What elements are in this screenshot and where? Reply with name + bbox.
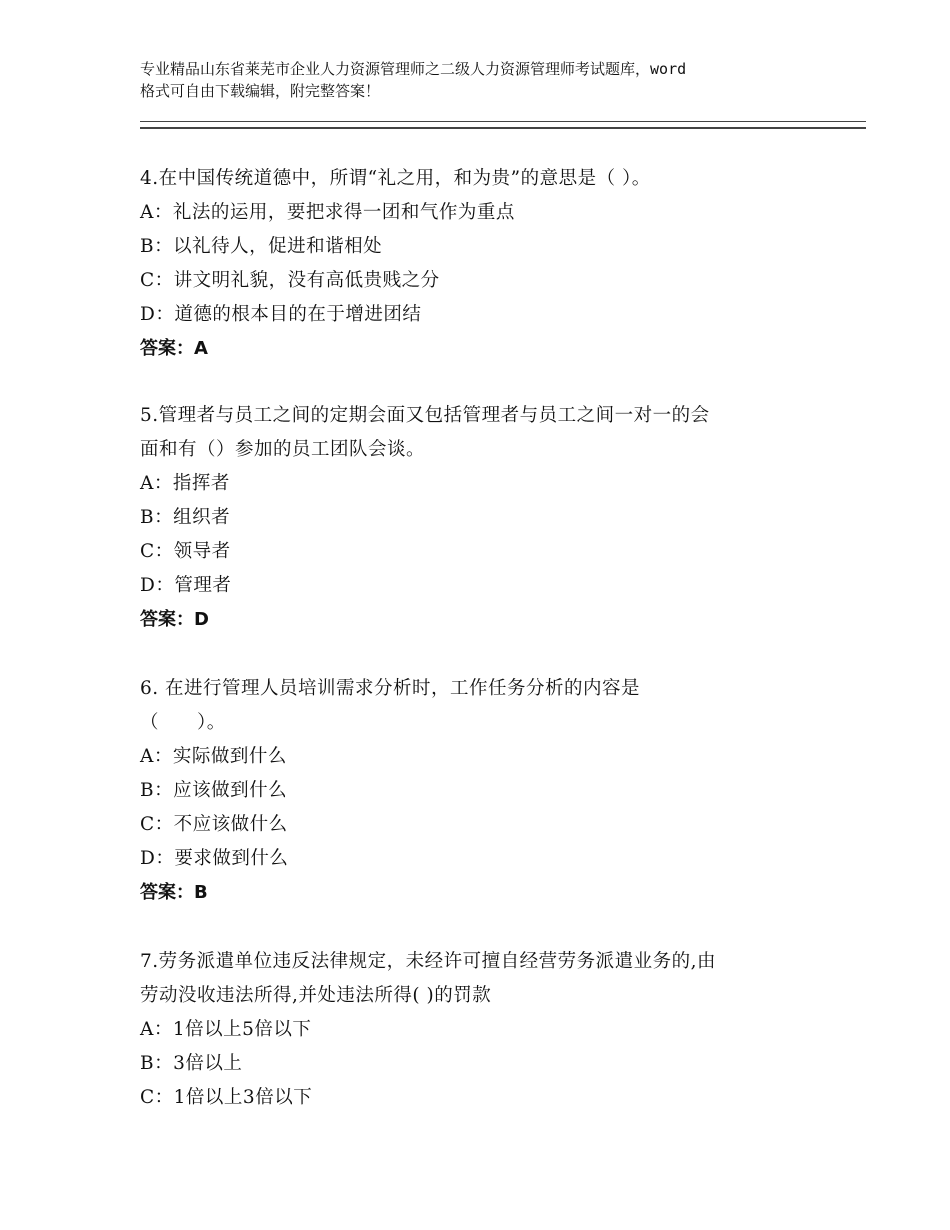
option-a: A：指挥者 [140, 473, 230, 494]
option-c: C：不应该做什么 [140, 814, 288, 835]
question-stem-line-1: 7.劳务派遣单位违反法律规定，未经许可擅自经营劳务派遣业务的,由 [140, 951, 717, 972]
question-7 [140, 945, 820, 1115]
answer-value: B [194, 882, 208, 903]
header-line-1: 专业精品山东省莱芜市企业人力资源管理师之二级人力资源管理师考试题库，word [140, 60, 687, 78]
answer-line [140, 603, 820, 637]
answer-label: 答案： [140, 609, 194, 630]
option-d: D：管理者 [140, 575, 232, 596]
option-b: B：3倍以上 [140, 1053, 243, 1074]
option-b: B：以礼待人，促进和谐相处 [140, 236, 383, 257]
option-b: B：组织者 [140, 507, 231, 528]
question-stem-line-2: （ ）。 [140, 712, 226, 733]
answer-label: 答案： [140, 882, 194, 903]
question-stem-line-1: 6. 在进行管理人员培训需求分析时，工作任务分析的内容是 [140, 678, 641, 699]
option-c: C：领导者 [140, 541, 231, 562]
question-6 [140, 672, 820, 910]
option-b: B：应该做到什么 [140, 780, 288, 801]
option-a: A：礼法的运用，要把求得一团和气作为重点 [140, 202, 515, 223]
header-divider [140, 121, 866, 129]
document-header [140, 58, 830, 102]
header-line-2: 格式可自由下载编辑，附完整答案！ [140, 82, 381, 100]
answer-value: A [194, 338, 208, 359]
question-5 [140, 399, 820, 637]
option-d: D：要求做到什么 [140, 848, 289, 869]
answer-value: D [194, 609, 209, 630]
option-a: A：1倍以上5倍以下 [140, 1019, 312, 1040]
answer-line [140, 876, 820, 910]
option-a: A：实际做到什么 [140, 746, 287, 767]
answer-label: 答案： [140, 338, 194, 359]
option-d: D：道德的根本目的在于增进团结 [140, 304, 422, 325]
question-stem-line-1: 5.管理者与员工之间的定期会面又包括管理者与员工之间一对一的会 [140, 405, 710, 426]
question-4 [140, 162, 820, 366]
question-stem-line-2: 面和有（）参加的员工团队会谈。 [140, 439, 426, 460]
question-stem-line-2: 劳动没收违法所得,并处违法所得( )的罚款 [140, 985, 492, 1006]
option-c: C：讲文明礼貌，没有高低贵贱之分 [140, 270, 440, 291]
option-c: C：1倍以上3倍以下 [140, 1087, 313, 1108]
question-stem: 4.在中国传统道德中，所谓“礼之用，和为贵”的意思是（ ）。 [140, 168, 651, 189]
answer-line [140, 332, 820, 366]
